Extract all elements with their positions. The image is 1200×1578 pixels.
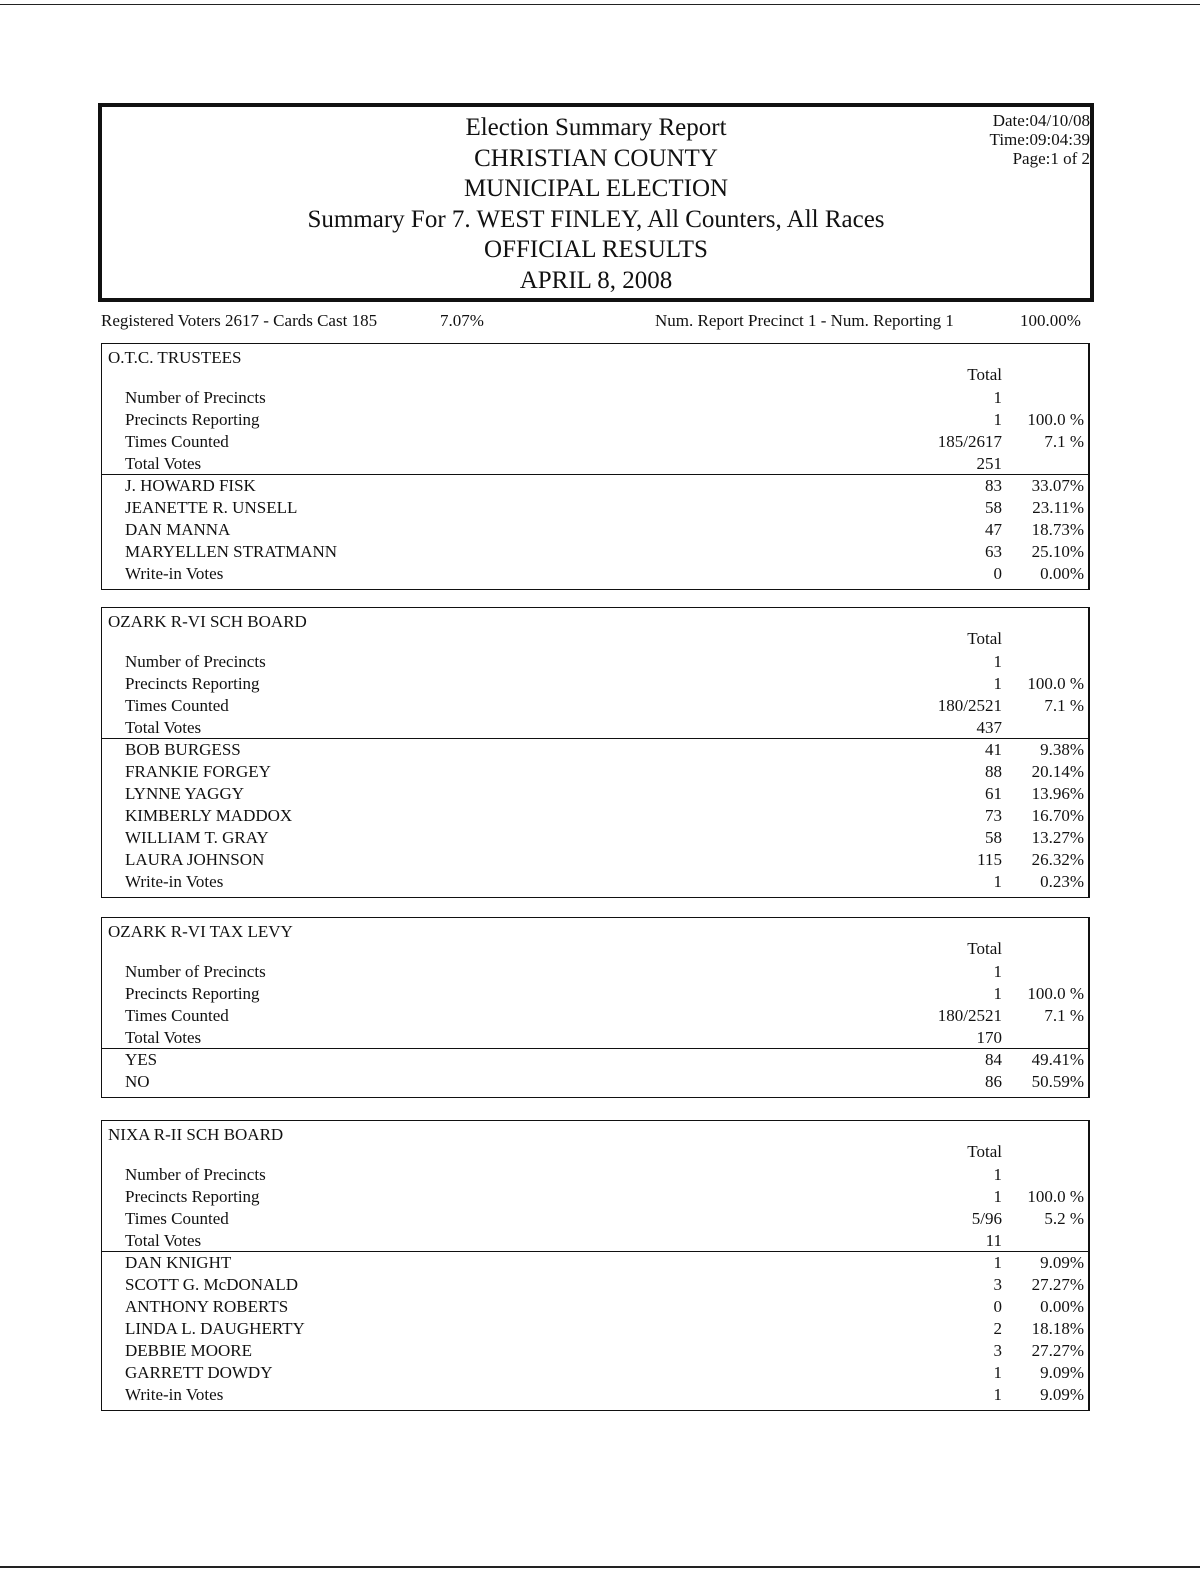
total-header-row xyxy=(102,628,1088,650)
candidate-row xyxy=(102,563,1088,585)
total-column-header: Total xyxy=(967,629,1002,648)
candidate-row xyxy=(102,1071,1088,1093)
candidate-name: LYNNE YAGGY xyxy=(125,784,245,803)
reporting-pct: 100.00% xyxy=(1020,311,1081,330)
stat-pct: 7.1 % xyxy=(1044,1006,1084,1025)
stat-value: 1 xyxy=(993,652,1002,671)
candidate-pct: 26.32% xyxy=(1031,850,1084,869)
candidate-name: FRANKIE FORGEY xyxy=(125,762,271,781)
candidate-votes: 61 xyxy=(985,784,1002,803)
stat-label: Number of Precincts xyxy=(125,1165,266,1184)
candidate-row xyxy=(102,827,1088,849)
report-time: Time:09:04:39 xyxy=(989,130,1090,149)
stat-value: 1 xyxy=(993,984,1002,1003)
stat-row xyxy=(102,1186,1088,1208)
stat-row xyxy=(102,1208,1088,1230)
candidate-votes: 58 xyxy=(985,828,1002,847)
candidate-pct: 9.38% xyxy=(1040,740,1084,759)
candidate-row xyxy=(102,1049,1088,1071)
stat-label: Times Counted xyxy=(125,1006,229,1025)
candidate-pct: 13.96% xyxy=(1031,784,1084,803)
stat-row xyxy=(102,431,1088,453)
candidate-row xyxy=(102,519,1088,541)
stat-pct: 7.1 % xyxy=(1044,696,1084,715)
total-column-header: Total xyxy=(967,1142,1002,1161)
candidate-pct: 18.18% xyxy=(1031,1319,1084,1338)
candidate-name: LINDA L. DAUGHERTY xyxy=(125,1319,305,1338)
candidate-pct: 13.27% xyxy=(1031,828,1084,847)
registered-voters: Registered Voters 2617 - Cards Cast 185 xyxy=(101,311,378,330)
candidate-votes: 1 xyxy=(993,1363,1002,1382)
stat-label: Precincts Reporting xyxy=(125,1187,260,1206)
stat-row xyxy=(102,673,1088,695)
candidate-votes: 63 xyxy=(985,542,1002,561)
candidate-votes: 1 xyxy=(993,1385,1002,1404)
candidate-row xyxy=(102,1362,1088,1384)
candidate-pct: 33.07% xyxy=(1031,476,1084,495)
candidate-name: ANTHONY ROBERTS xyxy=(125,1297,289,1316)
stat-row xyxy=(102,717,1088,739)
candidate-pct: 23.11% xyxy=(1032,498,1084,517)
election-name: MUNICIPAL ELECTION xyxy=(463,175,729,202)
candidate-row xyxy=(102,805,1088,827)
candidate-votes: 83 xyxy=(985,476,1002,495)
candidate-pct: 25.10% xyxy=(1031,542,1084,561)
stat-value: 11 xyxy=(985,1231,1002,1250)
candidate-pct: 20.14% xyxy=(1031,762,1084,781)
candidate-votes: 1 xyxy=(993,1253,1002,1272)
stat-label: Times Counted xyxy=(125,1209,229,1228)
stat-label: Times Counted xyxy=(125,696,229,715)
stat-pct: 100.0 % xyxy=(1027,984,1084,1003)
stat-value: 1 xyxy=(993,410,1002,429)
race-title: NIXA R-II SCH BOARD xyxy=(108,1125,284,1144)
candidate-name: Write-in Votes xyxy=(125,872,224,891)
report-page: Page:1 of 2 xyxy=(1012,149,1090,168)
candidate-votes: 84 xyxy=(985,1050,1002,1069)
stat-label: Precincts Reporting xyxy=(125,674,260,693)
total-header-row xyxy=(102,1141,1088,1163)
candidate-row xyxy=(102,541,1088,563)
stat-label: Precincts Reporting xyxy=(125,410,260,429)
candidate-name: J. HOWARD FISK xyxy=(125,476,256,495)
total-column-header: Total xyxy=(967,939,1002,958)
stat-row xyxy=(102,1164,1088,1186)
stat-label: Times Counted xyxy=(125,432,229,451)
candidate-pct: 9.09% xyxy=(1040,1363,1084,1382)
stat-label: Number of Precincts xyxy=(125,388,266,407)
candidate-pct: 0.00% xyxy=(1040,1297,1084,1316)
candidate-votes: 1 xyxy=(993,872,1002,891)
candidate-name: DAN KNIGHT xyxy=(125,1253,232,1272)
candidate-votes: 47 xyxy=(985,520,1002,539)
candidate-name: BOB BURGESS xyxy=(125,740,241,759)
candidate-name: GARRETT DOWDY xyxy=(125,1363,273,1382)
stat-label: Total Votes xyxy=(125,1028,202,1047)
stat-pct: 100.0 % xyxy=(1027,410,1084,429)
stat-value: 437 xyxy=(976,718,1002,737)
stat-row xyxy=(102,651,1088,673)
report-date: Date:04/10/08 xyxy=(992,111,1090,130)
candidate-name: SCOTT G. McDONALD xyxy=(125,1275,298,1294)
candidate-pct: 49.41% xyxy=(1031,1050,1084,1069)
stat-row xyxy=(102,1027,1088,1049)
stat-row xyxy=(102,409,1088,431)
county-name: CHRISTIAN COUNTY xyxy=(474,145,718,172)
candidate-row xyxy=(102,761,1088,783)
candidate-name: JEANETTE R. UNSELL xyxy=(125,498,298,517)
candidate-name: KIMBERLY MADDOX xyxy=(125,806,293,825)
candidate-votes: 2 xyxy=(993,1319,1002,1338)
candidate-row xyxy=(102,1252,1088,1274)
stat-row xyxy=(102,1005,1088,1027)
election-date: APRIL 8, 2008 xyxy=(519,267,673,294)
candidate-votes: 86 xyxy=(985,1072,1002,1091)
candidate-row xyxy=(102,871,1088,893)
candidate-name: YES xyxy=(125,1050,158,1069)
candidate-votes: 0 xyxy=(993,564,1002,583)
report-meta xyxy=(930,111,1090,168)
candidate-pct: 27.27% xyxy=(1031,1275,1084,1294)
candidate-pct: 16.70% xyxy=(1031,806,1084,825)
stat-pct: 100.0 % xyxy=(1027,1187,1084,1206)
stat-value: 1 xyxy=(993,388,1002,407)
candidate-votes: 115 xyxy=(977,850,1002,869)
stat-pct: 100.0 % xyxy=(1027,674,1084,693)
candidate-row xyxy=(102,849,1088,871)
candidate-pct: 18.73% xyxy=(1031,520,1084,539)
candidate-pct: 9.09% xyxy=(1040,1253,1084,1272)
race-box xyxy=(101,917,1090,1098)
candidate-votes: 41 xyxy=(985,740,1002,759)
candidate-pct: 0.23% xyxy=(1040,872,1084,891)
candidate-votes: 73 xyxy=(985,806,1002,825)
stat-row xyxy=(102,453,1088,475)
candidate-name: DEBBIE MOORE xyxy=(125,1341,253,1360)
candidate-name: Write-in Votes xyxy=(125,564,224,583)
stat-value: 185/2617 xyxy=(937,432,1002,451)
stat-value: 1 xyxy=(993,962,1002,981)
candidate-row xyxy=(102,783,1088,805)
scan-edge-top xyxy=(0,4,1200,5)
candidate-row xyxy=(102,1384,1088,1406)
candidate-pct: 27.27% xyxy=(1031,1341,1084,1360)
race-box xyxy=(101,607,1090,898)
candidate-name: MARYELLEN STRATMANN xyxy=(125,542,338,561)
stat-row xyxy=(102,695,1088,717)
race-title: OZARK R-VI TAX LEVY xyxy=(108,922,293,941)
candidate-row xyxy=(102,739,1088,761)
registered-pct: 7.07% xyxy=(440,311,484,330)
candidate-votes: 0 xyxy=(993,1297,1002,1316)
candidate-name: WILLIAM T. GRAY xyxy=(125,828,269,847)
stat-row xyxy=(102,961,1088,983)
stat-row xyxy=(102,1230,1088,1252)
candidate-row xyxy=(102,1318,1088,1340)
candidate-votes: 88 xyxy=(985,762,1002,781)
candidate-name: Write-in Votes xyxy=(125,1385,224,1404)
candidate-name: NO xyxy=(125,1072,150,1091)
stat-label: Number of Precincts xyxy=(125,962,266,981)
race-title: O.T.C. TRUSTEES xyxy=(108,348,242,367)
scan-edge-bottom xyxy=(0,1566,1200,1568)
candidate-row xyxy=(102,1296,1088,1318)
candidate-row xyxy=(102,1340,1088,1362)
stat-value: 5/96 xyxy=(971,1209,1002,1228)
stat-value: 1 xyxy=(993,1165,1002,1184)
stat-value: 170 xyxy=(976,1028,1002,1047)
candidate-row xyxy=(102,475,1088,497)
report-title: Election Summary Report xyxy=(465,114,727,141)
stat-value: 251 xyxy=(976,454,1002,473)
candidate-pct: 0.00% xyxy=(1040,564,1084,583)
total-header-row xyxy=(102,938,1088,960)
stat-value: 180/2521 xyxy=(937,1006,1002,1025)
race-box xyxy=(101,343,1090,590)
candidate-name: DAN MANNA xyxy=(125,520,231,539)
stat-pct: 7.1 % xyxy=(1044,432,1084,451)
stat-label: Number of Precincts xyxy=(125,652,266,671)
race-box xyxy=(101,1120,1090,1411)
stat-value: 1 xyxy=(993,1187,1002,1206)
stat-label: Total Votes xyxy=(125,718,202,737)
candidate-votes: 3 xyxy=(993,1341,1002,1360)
candidate-name: LAURA JOHNSON xyxy=(125,850,265,869)
total-header-row xyxy=(102,364,1088,386)
report-header xyxy=(98,103,1094,302)
stat-label: Total Votes xyxy=(125,454,202,473)
candidate-pct: 9.09% xyxy=(1040,1385,1084,1404)
stat-value: 1 xyxy=(993,674,1002,693)
race-title: OZARK R-VI SCH BOARD xyxy=(108,612,307,631)
results-status: OFFICIAL RESULTS xyxy=(484,236,708,263)
stat-label: Precincts Reporting xyxy=(125,984,260,1003)
candidate-votes: 3 xyxy=(993,1275,1002,1294)
stat-label: Total Votes xyxy=(125,1231,202,1250)
summary-for: Summary For 7. WEST FINLEY, All Counters, All Races xyxy=(307,206,885,233)
candidate-votes: 58 xyxy=(985,498,1002,517)
candidate-row xyxy=(102,497,1088,519)
stat-value: 180/2521 xyxy=(937,696,1002,715)
precincts-reporting-summary: Num. Report Precinct 1 - Num. Reporting 1 xyxy=(655,311,954,330)
candidate-pct: 50.59% xyxy=(1031,1072,1084,1091)
total-column-header: Total xyxy=(967,365,1002,384)
stat-row xyxy=(102,387,1088,409)
stat-pct: 5.2 % xyxy=(1044,1209,1084,1228)
stat-row xyxy=(102,983,1088,1005)
candidate-row xyxy=(102,1274,1088,1296)
